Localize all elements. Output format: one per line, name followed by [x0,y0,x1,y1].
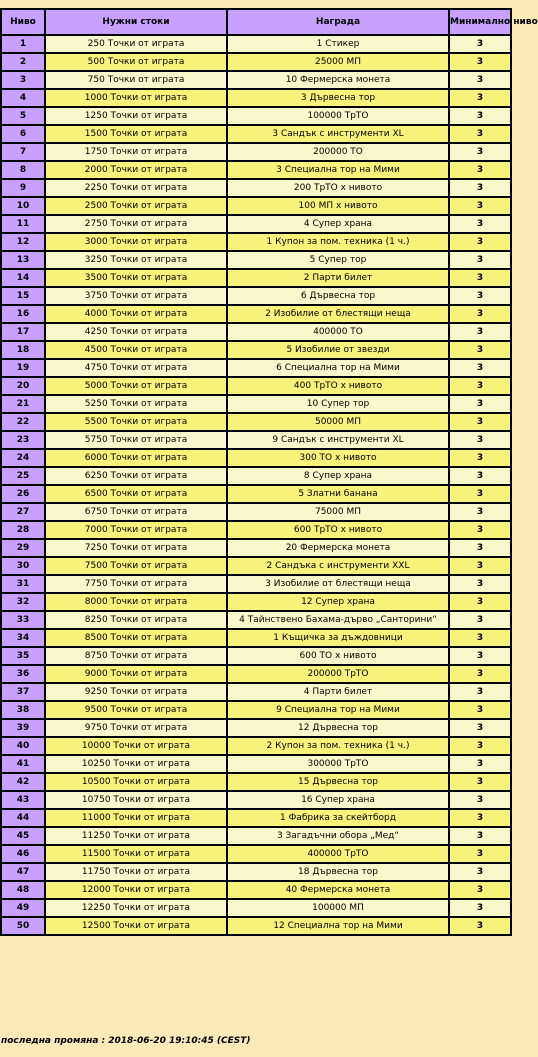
reward-cell: 2 Сандъка с инструменти XXL [227,557,449,575]
table-row [1,305,511,323]
min-level-cell: 3 [449,611,511,629]
level-cell: 50 [1,917,45,935]
reward-cell: 20 Фермерска монета [227,539,449,557]
level-cell: 24 [1,449,45,467]
reward-cell: 100000 ТрТО [227,107,449,125]
table-row [1,575,511,593]
min-level-cell: 3 [449,287,511,305]
level-cell: 46 [1,845,45,863]
min-level-cell: 3 [449,161,511,179]
header-min-level: Минимално ниво [449,9,511,35]
table-row [1,737,511,755]
level-cell: 14 [1,269,45,287]
reward-cell: 15 Дървесна тор [227,773,449,791]
table-row [1,197,511,215]
table-row [1,269,511,287]
min-level-cell: 3 [449,647,511,665]
level-cell: 1 [1,35,45,53]
required-cell: 4750 Точки от играта [45,359,227,377]
reward-cell: 50000 МП [227,413,449,431]
level-cell: 6 [1,125,45,143]
required-cell: 4250 Точки от играта [45,323,227,341]
required-cell: 2500 Точки от играта [45,197,227,215]
level-cell: 11 [1,215,45,233]
min-level-cell: 3 [449,557,511,575]
level-cell: 37 [1,683,45,701]
min-level-cell: 3 [449,395,511,413]
required-cell: 6750 Точки от играта [45,503,227,521]
table-row [1,719,511,737]
reward-cell: 600 ТО x нивото [227,647,449,665]
required-cell: 5750 Точки от играта [45,431,227,449]
table-row [1,683,511,701]
min-level-cell: 3 [449,449,511,467]
min-level-cell: 3 [449,89,511,107]
table-row [1,701,511,719]
level-cell: 23 [1,431,45,449]
min-level-cell: 3 [449,431,511,449]
reward-cell: 10 Фермерска монета [227,71,449,89]
level-cell: 38 [1,701,45,719]
required-cell: 1750 Точки от играта [45,143,227,161]
required-cell: 1500 Точки от играта [45,125,227,143]
required-cell: 12500 Точки от играта [45,917,227,935]
level-cell: 17 [1,323,45,341]
table-row [1,593,511,611]
required-cell: 10250 Точки от играта [45,755,227,773]
required-cell: 9500 Точки от играта [45,701,227,719]
min-level-cell: 3 [449,269,511,287]
level-cell: 20 [1,377,45,395]
table-row [1,71,511,89]
level-cell: 43 [1,791,45,809]
last-modified-footer: последна промяна : 2018-06-20 19:10:45 (CEST) [1,1036,251,1046]
table-row [1,161,511,179]
header-reward: Награда [227,9,449,35]
min-level-cell: 3 [449,359,511,377]
min-level-cell: 3 [449,881,511,899]
required-cell: 3000 Точки от играта [45,233,227,251]
reward-cell: 5 Супер тор [227,251,449,269]
required-cell: 12000 Точки от играта [45,881,227,899]
required-cell: 10500 Точки от играта [45,773,227,791]
reward-cell: 200000 ТрТО [227,665,449,683]
table-row [1,233,511,251]
reward-cell: 6 Специална тор на Мими [227,359,449,377]
required-cell: 4000 Точки от играта [45,305,227,323]
required-cell: 8500 Точки от играта [45,629,227,647]
level-cell: 9 [1,179,45,197]
level-cell: 25 [1,467,45,485]
table-row [1,539,511,557]
min-level-cell: 3 [449,575,511,593]
required-cell: 500 Точки от играта [45,53,227,71]
level-cell: 16 [1,305,45,323]
required-cell: 11000 Точки от играта [45,809,227,827]
level-cell: 13 [1,251,45,269]
level-cell: 21 [1,395,45,413]
required-cell: 3250 Точки от играта [45,251,227,269]
table-row [1,143,511,161]
reward-cell: 3 Изобилие от блестящи неща [227,575,449,593]
required-cell: 6000 Точки от играта [45,449,227,467]
required-cell: 6500 Точки от играта [45,485,227,503]
table-row [1,107,511,125]
reward-cell: 9 Сандък с инструменти XL [227,431,449,449]
reward-cell: 25000 МП [227,53,449,71]
table-row [1,611,511,629]
reward-cell: 40 Фермерска монета [227,881,449,899]
min-level-cell: 3 [449,485,511,503]
table-row [1,665,511,683]
level-cell: 15 [1,287,45,305]
min-level-cell: 3 [449,809,511,827]
level-cell: 22 [1,413,45,431]
min-level-cell: 3 [449,755,511,773]
table-row [1,53,511,71]
table-row [1,377,511,395]
level-cell: 3 [1,71,45,89]
level-cell: 4 [1,89,45,107]
required-cell: 7000 Точки от играта [45,521,227,539]
level-cell: 42 [1,773,45,791]
table-row [1,35,511,53]
level-cell: 8 [1,161,45,179]
reward-cell: 300000 ТрТО [227,755,449,773]
table-row [1,485,511,503]
required-cell: 5250 Точки от играта [45,395,227,413]
reward-cell: 400000 ТрТО [227,845,449,863]
min-level-cell: 3 [449,71,511,89]
min-level-cell: 3 [449,521,511,539]
table-body [1,35,511,935]
reward-cell: 400000 ТО [227,323,449,341]
reward-cell: 4 Тайнствено Бахама-дърво „Санторини“ [227,611,449,629]
reward-cell: 3 Специална тор на Мими [227,161,449,179]
min-level-cell: 3 [449,35,511,53]
level-cell: 36 [1,665,45,683]
level-cell: 35 [1,647,45,665]
level-cell: 5 [1,107,45,125]
level-cell: 2 [1,53,45,71]
required-cell: 8750 Точки от играта [45,647,227,665]
min-level-cell: 3 [449,863,511,881]
required-cell: 9750 Точки от играта [45,719,227,737]
table-row [1,845,511,863]
reward-cell: 10 Супер тор [227,395,449,413]
reward-cell: 100000 МП [227,899,449,917]
table-row [1,917,511,935]
reward-cell: 12 Специална тор на Мими [227,917,449,935]
table-row [1,179,511,197]
required-cell: 3750 Точки от играта [45,287,227,305]
reward-cell: 8 Супер храна [227,467,449,485]
reward-cell: 300 ТО x нивото [227,449,449,467]
min-level-cell: 3 [449,791,511,809]
level-cell: 26 [1,485,45,503]
reward-cell: 18 Дървесна тор [227,863,449,881]
required-cell: 5500 Точки от играта [45,413,227,431]
level-cell: 27 [1,503,45,521]
table-row [1,467,511,485]
reward-cell: 2 Парти билет [227,269,449,287]
table-row [1,395,511,413]
min-level-cell: 3 [449,701,511,719]
required-cell: 11250 Точки от играта [45,827,227,845]
level-cell: 44 [1,809,45,827]
table-header-row [1,9,511,35]
min-level-cell: 3 [449,629,511,647]
min-level-cell: 3 [449,683,511,701]
table-row [1,341,511,359]
required-cell: 6250 Точки от играта [45,467,227,485]
table-row [1,323,511,341]
table-row [1,773,511,791]
level-cell: 45 [1,827,45,845]
table-row [1,899,511,917]
reward-cell: 12 Дървесна тор [227,719,449,737]
min-level-cell: 3 [449,737,511,755]
min-level-cell: 3 [449,179,511,197]
min-level-cell: 3 [449,215,511,233]
reward-cell: 3 Дървесна тор [227,89,449,107]
required-cell: 9250 Точки от играта [45,683,227,701]
reward-cell: 1 Къщичка за дъждовници [227,629,449,647]
table-row [1,827,511,845]
reward-cell: 5 Златни банана [227,485,449,503]
level-cell: 41 [1,755,45,773]
table-row [1,809,511,827]
table-row [1,449,511,467]
level-cell: 29 [1,539,45,557]
table-row [1,503,511,521]
table-row [1,287,511,305]
level-cell: 12 [1,233,45,251]
min-level-cell: 3 [449,341,511,359]
reward-cell: 1 Стикер [227,35,449,53]
table-row [1,359,511,377]
level-cell: 32 [1,593,45,611]
reward-cell: 16 Супер храна [227,791,449,809]
min-level-cell: 3 [449,53,511,71]
required-cell: 10750 Точки от играта [45,791,227,809]
reward-cell: 100 МП x нивото [227,197,449,215]
required-cell: 7250 Точки от играта [45,539,227,557]
min-level-cell: 3 [449,773,511,791]
table-row [1,863,511,881]
level-cell: 7 [1,143,45,161]
reward-cell: 6 Дървесна тор [227,287,449,305]
min-level-cell: 3 [449,827,511,845]
required-cell: 8250 Точки от играта [45,611,227,629]
required-cell: 11500 Точки от играта [45,845,227,863]
required-cell: 12250 Точки от играта [45,899,227,917]
table-row [1,557,511,575]
min-level-cell: 3 [449,107,511,125]
required-cell: 9000 Точки от играта [45,665,227,683]
min-level-cell: 3 [449,503,511,521]
reward-cell: 3 Сандък с инструменти XL [227,125,449,143]
table-row [1,881,511,899]
level-cell: 49 [1,899,45,917]
min-level-cell: 3 [449,665,511,683]
min-level-cell: 3 [449,413,511,431]
min-level-cell: 3 [449,125,511,143]
required-cell: 4500 Точки от играта [45,341,227,359]
min-level-cell: 3 [449,917,511,935]
table-row [1,215,511,233]
level-cell: 18 [1,341,45,359]
required-cell: 10000 Точки от играта [45,737,227,755]
required-cell: 2250 Точки от играта [45,179,227,197]
table-row [1,629,511,647]
reward-cell: 4 Парти билет [227,683,449,701]
reward-cell: 1 Фабрика за скейтборд [227,809,449,827]
level-cell: 19 [1,359,45,377]
min-level-cell: 3 [449,899,511,917]
min-level-cell: 3 [449,719,511,737]
level-cell: 47 [1,863,45,881]
reward-cell: 9 Специална тор на Мими [227,701,449,719]
required-cell: 7500 Точки от играта [45,557,227,575]
reward-cell: 200 ТрТО x нивото [227,179,449,197]
reward-cell: 75000 МП [227,503,449,521]
reward-cell: 600 ТрТО x нивото [227,521,449,539]
table-row [1,755,511,773]
table-row [1,791,511,809]
level-cell: 28 [1,521,45,539]
reward-cell: 5 Изобилие от звезди [227,341,449,359]
level-cell: 39 [1,719,45,737]
reward-cell: 1 Купон за пом. техника (1 ч.) [227,233,449,251]
rewards-table [0,8,538,936]
required-cell: 2000 Точки от играта [45,161,227,179]
reward-cell: 4 Супер храна [227,215,449,233]
level-cell: 40 [1,737,45,755]
table-row [1,251,511,269]
required-cell: 11750 Точки от играта [45,863,227,881]
min-level-cell: 3 [449,233,511,251]
required-cell: 8000 Точки от играта [45,593,227,611]
level-cell: 10 [1,197,45,215]
table-row [1,521,511,539]
table-row [1,431,511,449]
min-level-cell: 3 [449,467,511,485]
min-level-cell: 3 [449,539,511,557]
level-cell: 48 [1,881,45,899]
level-cell: 30 [1,557,45,575]
level-cell: 33 [1,611,45,629]
required-cell: 5000 Точки от играта [45,377,227,395]
required-cell: 1000 Точки от играта [45,89,227,107]
header-level: Ниво [1,9,45,35]
header-required: Нужни стоки [45,9,227,35]
table-row [1,125,511,143]
reward-cell: 2 Купон за пом. техника (1 ч.) [227,737,449,755]
table-row [1,89,511,107]
min-level-cell: 3 [449,143,511,161]
required-cell: 2750 Точки от играта [45,215,227,233]
min-level-cell: 3 [449,197,511,215]
min-level-cell: 3 [449,377,511,395]
table-row [1,413,511,431]
reward-cell: 200000 ТО [227,143,449,161]
min-level-cell: 3 [449,305,511,323]
required-cell: 1250 Точки от играта [45,107,227,125]
required-cell: 250 Точки от играта [45,35,227,53]
reward-cell: 2 Изобилие от блестящи неща [227,305,449,323]
required-cell: 3500 Точки от играта [45,269,227,287]
required-cell: 7750 Точки от играта [45,575,227,593]
min-level-cell: 3 [449,251,511,269]
min-level-cell: 3 [449,845,511,863]
level-cell: 34 [1,629,45,647]
required-cell: 750 Точки от играта [45,71,227,89]
reward-cell: 3 Загадъчни обора „Мед“ [227,827,449,845]
reward-cell: 400 ТрТО x нивото [227,377,449,395]
table-row [1,647,511,665]
min-level-cell: 3 [449,323,511,341]
level-cell: 31 [1,575,45,593]
min-level-cell: 3 [449,593,511,611]
reward-cell: 12 Супер храна [227,593,449,611]
